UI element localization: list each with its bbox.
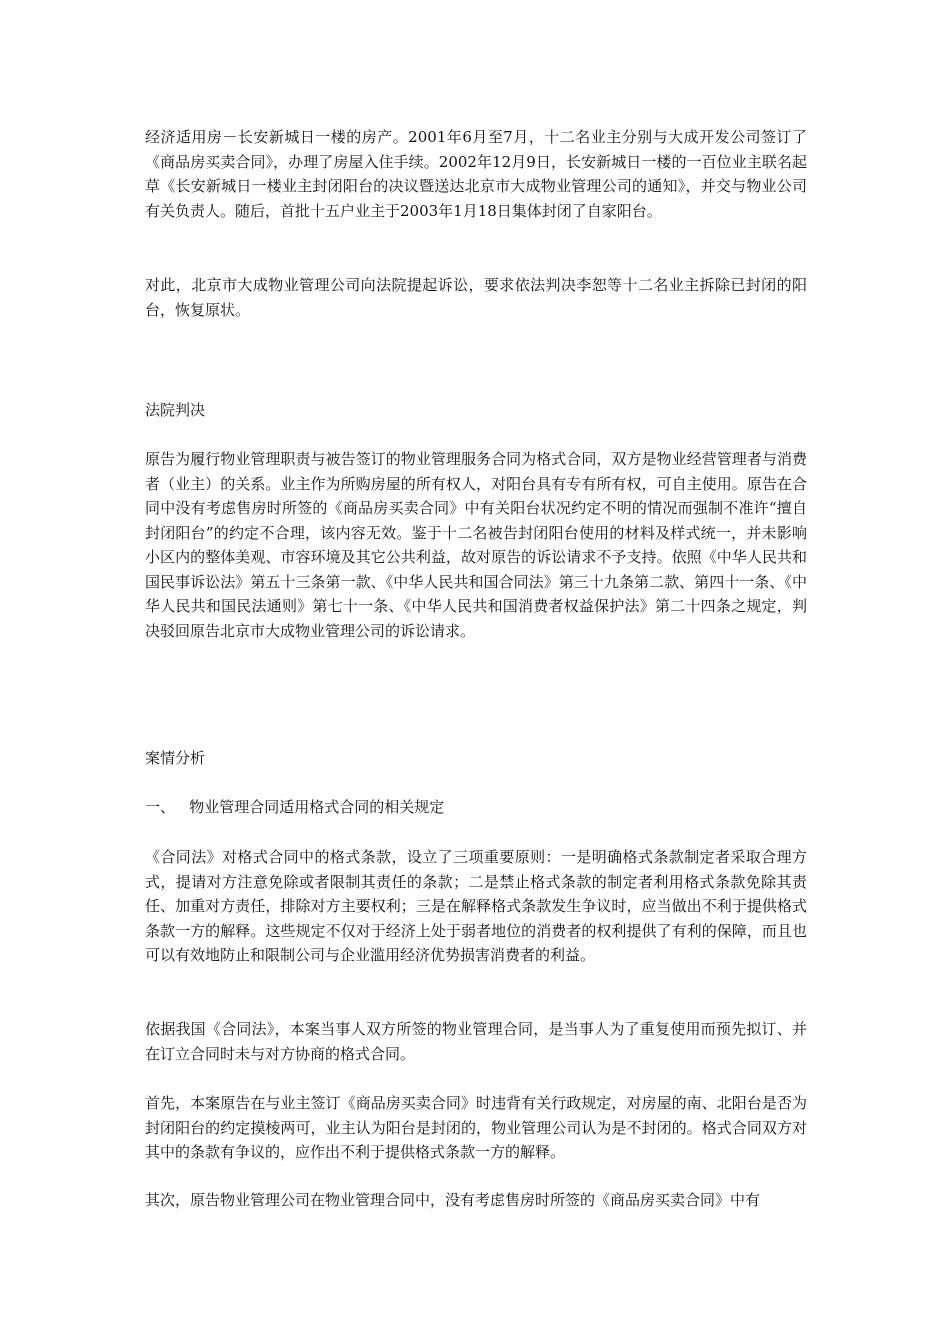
paragraph-judgment: 原告为履行物业管理职责与被告签订的物业管理服务合同为格式合同，双方是物业经营管理者与消费者（业主）的关系。业主作为所购房屋的所有权人，对阳台具有专有所有权，可自主使用。原告在合同中没有考虑售房时所签的《商品房买卖合同》中有关阳台状况约定不明的情况而强制不准许“擅自封闭阳台”的约定不合理，该内容无效。鉴于十二名被告封闭阳台使用的材料及样式统一，并未影响小区内的整体美观、市容环境及其它公共利益，故对原告的诉讼请求不予支持。依照《中华人民共和国民事诉讼法》第五十三条第一款、《中华人民共和国合同法》第三十九条第二款、第四十一条、《中华人民共和国民法通则》第七十一条、《中华人民共和国消费者权益保护法》第二十四条之规定，判决驳回原告北京市大成物业管理公司的诉讼请求。 xyxy=(145,450,807,640)
paragraph-contract-nature: 依据我国《合同法》，本案当事人双方所签的物业管理合同，是当事人为了重复使用而预先拟订、并在订立合同时未与对方协商的格式合同。 xyxy=(145,1020,807,1063)
heading-case-analysis: 案情分析 xyxy=(145,749,206,767)
paragraph-lawsuit: 对此，北京市大成物业管理公司向法院提起诉讼，要求依法判决李恕等十二名业主拆除已封闭的阳台，恢复原状。 xyxy=(145,276,807,319)
heading-court-judgment: 法院判决 xyxy=(145,401,206,419)
subheading-section-one: 一、 物业管理合同适用格式合同的相关规定 xyxy=(145,798,445,816)
paragraph-contract-law-principles: 《合同法》对格式合同中的格式条款，设立了三项重要原则：一是明确格式条款制定者采取合理方式，提请对方注意免除或者限制其责任的条款；二是禁止格式条款的制定者利用格式条款免除其责任、加重对方责任，排除对方主要权利；三是在解释格式条款发生争议时，应当做出不利于提供格式条款一方的解释。这些规定不仅对于经济上处于弱者地位的消费者的权利提供了有利的保障，而且也可以有效地防止和限制公司与企业滥用经济优势损害消费者的利益。 xyxy=(145,848,807,964)
paragraph-background: 经济适用房－长安新城日一楼的房产。2001年6月至7月，十二名业主分别与大成开发公司签订了《商品房买卖合同》，办理了房屋入住手续。2002年12月9日，长安新城日一楼的一百位业主联名起草《长安新城日一楼业主封闭阳台的决议暨送达北京市大成物业管理公司的通知》，并交与物业公司有关负责人。随后，首批十五户业主于2003年1月18日集体封闭了自家阳台。 xyxy=(145,128,807,220)
paragraph-second-point: 其次，原告物业管理公司在物业管理合同中，没有考虑售房时所签的《商品房买卖合同》中有 xyxy=(145,1191,761,1209)
paragraph-first-point: 首先，本案原告在与业主签订《商品房买卖合同》时违背有关行政规定，对房屋的南、北阳台是否为封闭阳台的约定摸棱两可，业主认为阳台是封闭的，物业管理公司认为是不封闭的。格式合同双方对其中的条款有争议的，应作出不利于提供格式条款一方的解释。 xyxy=(145,1094,807,1161)
